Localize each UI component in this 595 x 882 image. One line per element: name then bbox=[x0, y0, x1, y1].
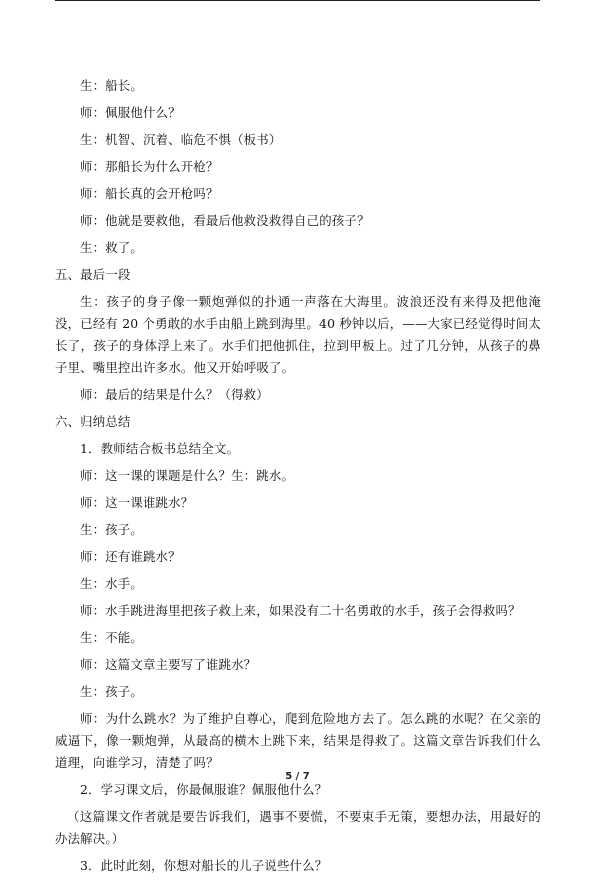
text-line: 2．学习课文后，你最佩服谁？佩服他什么？ bbox=[80, 782, 328, 797]
text-line: 生：水手。 bbox=[80, 576, 143, 591]
section-heading: 五、最后一段 bbox=[55, 267, 131, 282]
text-line: 师：佩服他什么？ bbox=[80, 105, 181, 120]
text-line: 师：还有谁跳水？ bbox=[80, 549, 181, 564]
text-line: 师：这一课的课题是什么？生：跳水。 bbox=[80, 468, 295, 483]
text-paragraph: 师：为什么跳水？为了维护自尊心，爬到危险地方去了。怎么跳的水呢？在父亲的威逼下，像一颗炮弹，从最高的横木上跳下来，结果是得救了。这篇文章告诉我们什么道理，向谁学习，清楚了吗？ bbox=[55, 711, 541, 770]
section-heading: 六、归纳总结 bbox=[55, 414, 131, 429]
text-line: 生：机智、沉着、临危不惧（板书） bbox=[80, 132, 282, 147]
text-line: 3．此时此刻，你想对船长的儿子说些什么？ bbox=[80, 858, 328, 873]
text-line: 生：孩子。 bbox=[80, 684, 143, 699]
text-line: 师：这篇文章主要写了谁跳水？ bbox=[80, 657, 257, 672]
text-line: 生：救了。 bbox=[80, 240, 143, 255]
document-body bbox=[55, 75, 541, 882]
text-line: 生：孩子。 bbox=[80, 522, 143, 537]
text-paragraph: （这篇课文作者就是要告诉我们，遇事不要慌，不要束手无策，要想办法，用最好的办法解决。） bbox=[55, 809, 541, 846]
text-line: 师：船长真的会开枪吗？ bbox=[80, 186, 219, 201]
text-line: 师：他就是要救他，看最后他救没救得自己的孩子？ bbox=[80, 213, 370, 228]
text-line: 师：这一课谁跳水？ bbox=[80, 495, 194, 510]
text-line: 师：那船长为什么开枪？ bbox=[80, 159, 219, 174]
text-line: 师：最后的结果是什么？（得救） bbox=[80, 387, 269, 402]
text-paragraph: 生：孩子的身子像一颗炮弹似的扑通一声落在大海里。波浪还没有来得及把他淹没，已经有 20 个勇敢的水手由船上跳到海里。40 秒钟以后，——大家已经觉得时间太长了，孩子的身体浮上来了。水手们把他抓住，拉到甲板上。过了几分钟，从孩子的鼻子里、嘴里控出许多水。他又开始呼吸了。 bbox=[55, 294, 541, 375]
text-line: 1．教师结合板书总结全文。 bbox=[80, 441, 240, 456]
text-line: 生：船长。 bbox=[80, 78, 143, 93]
header-rule bbox=[55, 0, 540, 1]
text-line: 生：不能。 bbox=[80, 630, 143, 645]
page-number: 5 / 7 bbox=[285, 771, 310, 782]
text-line: 师：水手跳进海里把孩子救上来，如果没有二十名勇敢的水手，孩子会得救吗？ bbox=[80, 603, 521, 618]
